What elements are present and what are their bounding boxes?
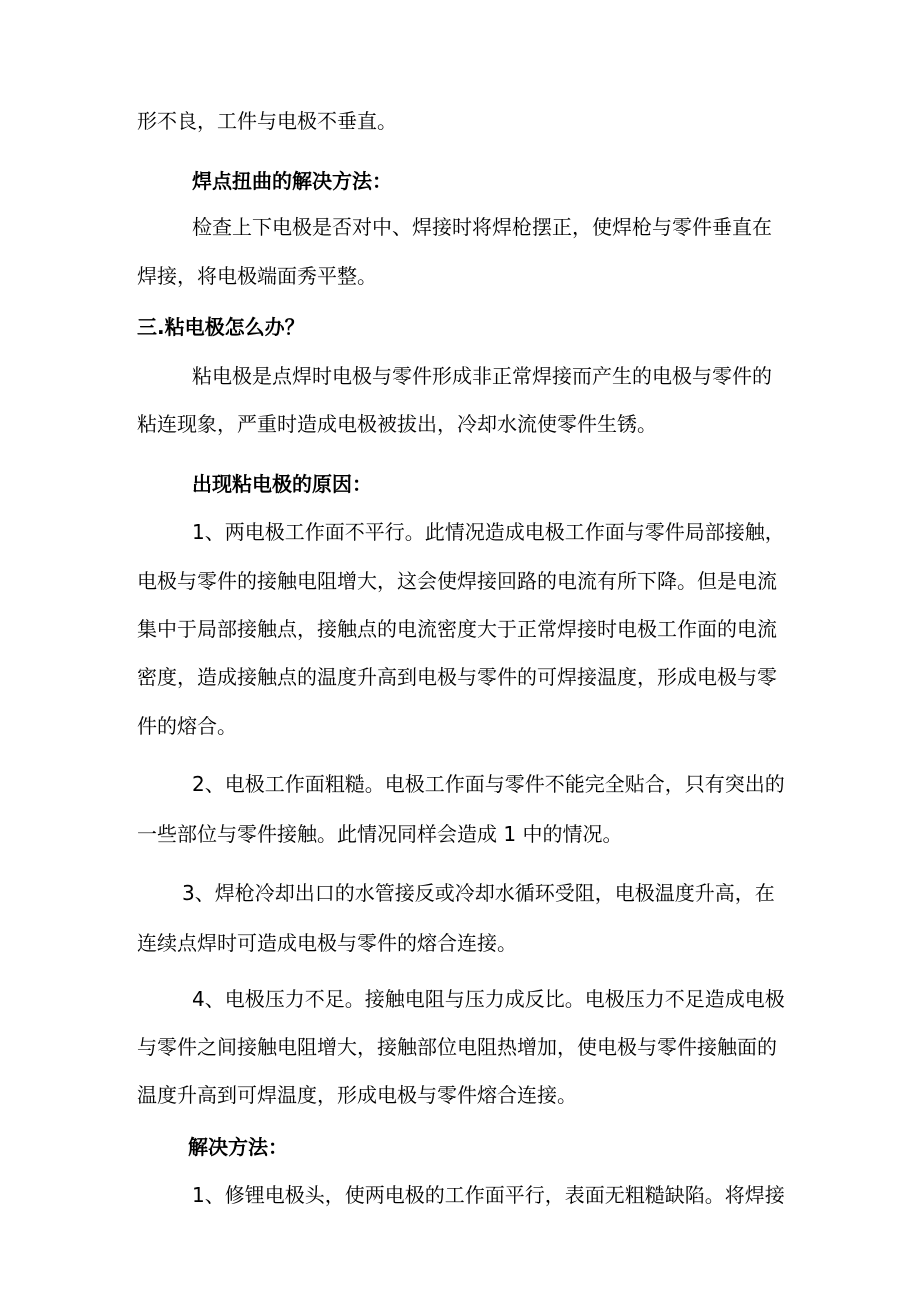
text-line-12: 密度，造成接触点的温度升高到电极与零件的可焊接温度，形成电极与零 (137, 665, 777, 689)
text-line-10: 电极与零件的接触电阻增大，这会使焊接回路的电流有所下降。但是电流 (137, 569, 777, 593)
text-line-6: 粘电极是点焊时电极与零件形成非正常焊接而产生的电极与零件的 (192, 364, 772, 388)
section-heading-sticking: 三.粘电极怎么办？ (137, 315, 305, 339)
text-line-19: 与零件之间接触电阻增大，接触部位电阻热增加，使电极与零件接触面的 (137, 1035, 777, 1059)
text-line-20: 温度升高到可焊温度，形成电极与零件熔合连接。 (137, 1083, 577, 1107)
text-line-7: 粘连现象，严重时造成电极被拔出，冷却水流使零件生锈。 (137, 412, 657, 436)
text-line-11: 集中于局部接触点，接触点的电流密度大于正常焊接时电极工作面的电流 (137, 617, 777, 641)
text-line-16: 3、焊枪冷却出口的水管接反或冷却水循环受阻，电极温度升高，在 (182, 881, 775, 905)
text-line-4: 焊接，将电极端面秀平整。 (137, 264, 377, 288)
subheading-solution: 解决方法： (188, 1135, 288, 1159)
text-line-18: 4、电极压力不足。接触电阻与压力成反比。电极压力不足造成电极 (192, 987, 785, 1011)
text-line-1: 形不良，工件与电极不垂直。 (137, 109, 397, 133)
text-line-3: 检查上下电极是否对中、焊接时将焊枪摆正，使焊枪与零件垂直在 (192, 215, 772, 239)
subheading-causes: 出现粘电极的原因： (192, 472, 372, 496)
text-line-14: 2、电极工作面粗糙。电极工作面与零件不能完全贴合，只有突出的 (192, 772, 785, 796)
text-line-13: 件的熔合。 (137, 714, 237, 738)
text-line-22: 1、修锂电极头，使两电极的工作面平行，表面无粗糙缺陷。将焊接 (192, 1183, 785, 1207)
subheading-twist-solution: 焊点扭曲的解决方法： (192, 169, 392, 193)
text-line-9: 1、两电极工作面不平行。此情况造成电极工作面与零件局部接触， (192, 520, 785, 544)
text-line-15: 一些部位与零件接触。此情况同样会造成 1 中的情况。 (137, 822, 623, 846)
text-line-17: 连续点焊时可造成电极与零件的熔合连接。 (137, 931, 517, 955)
